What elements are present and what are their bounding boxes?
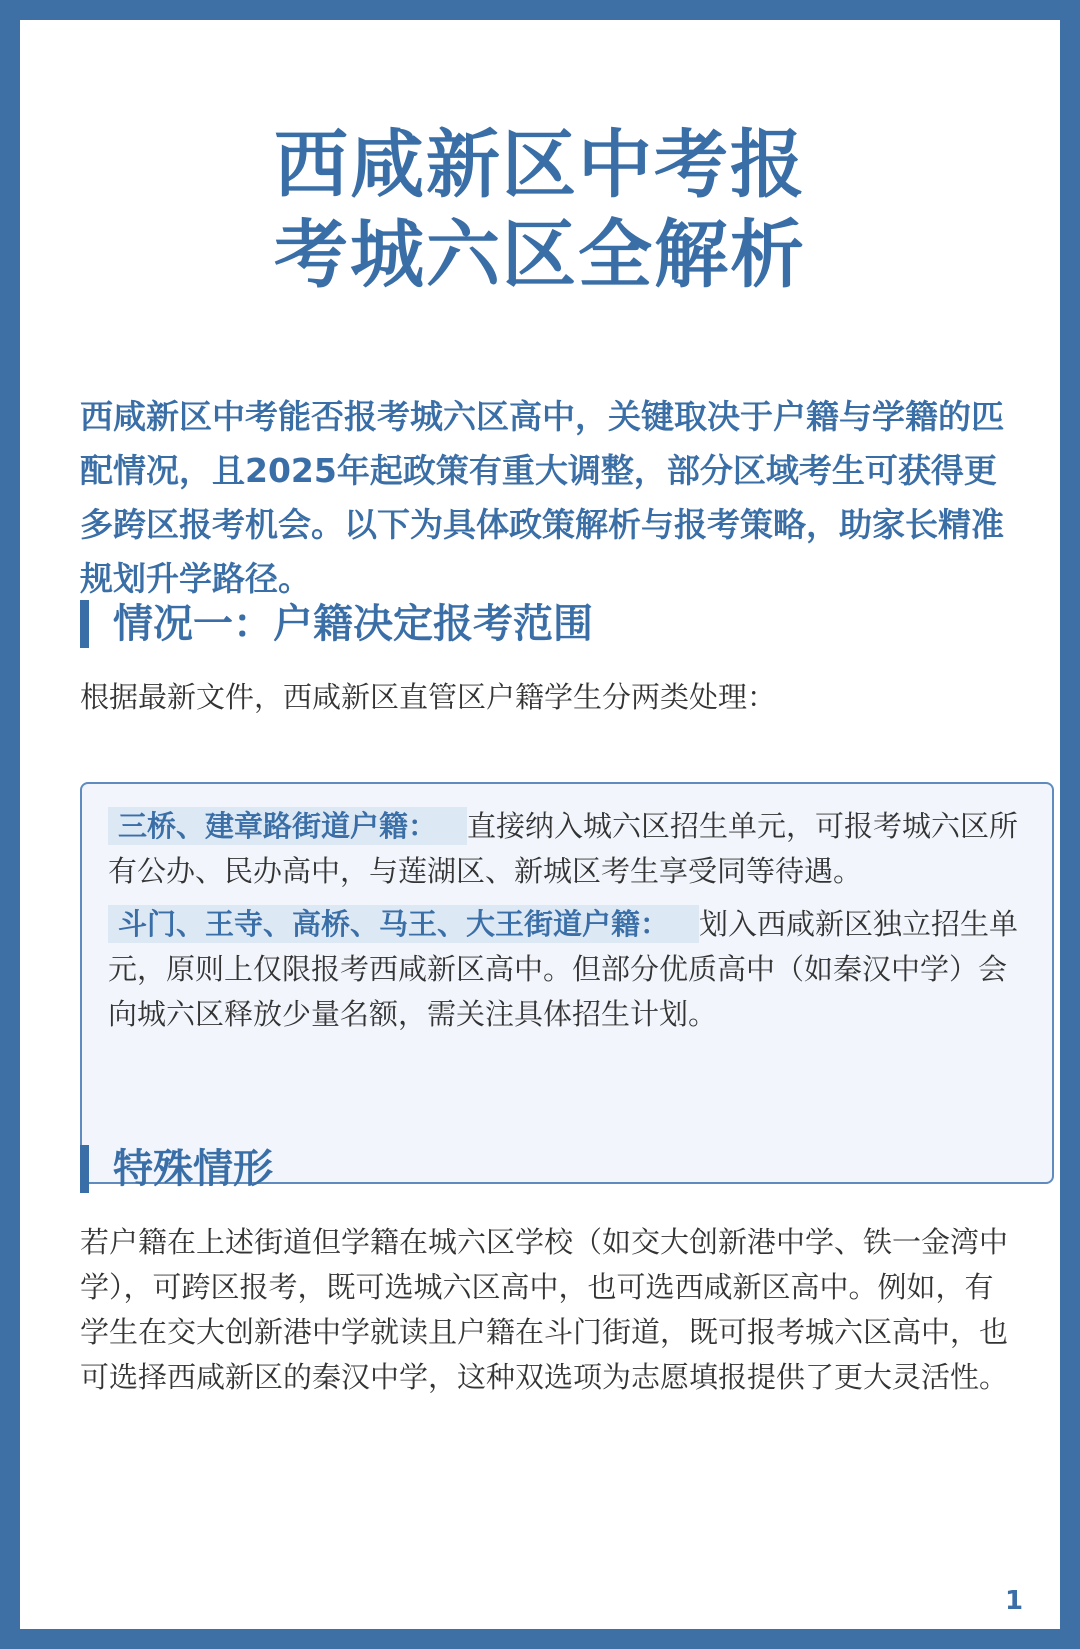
document-page	[20, 20, 1060, 1629]
special-case-paragraph: 若户籍在上述街道但学籍在城六区学校（如交大创新港中学、铁一金湾中学），可跨区报考，既可选城六区高中，也可选西咸新区高中。例如，有学生在交大创新港中学就读且户籍在斗门街道，既可报考城六区高中，也可选择西咸新区的秦汉中学，这种双选项为志愿填报提供了更大灵活性。	[80, 1225, 1009, 1394]
page-number: 1	[1005, 1586, 1024, 1616]
policy-item-text: 直接纳入城六区招生单元，可报考城六区所有公办、民办高中，与莲湖区、新城区考生享受同等待遇。	[108, 809, 1019, 888]
policy-item-label: 三桥、建章路街道户籍：	[108, 807, 467, 845]
policy-item	[108, 902, 1026, 1037]
title-line-2: 考城六区全解析	[274, 212, 806, 298]
policy-item-label: 斗门、王寺、高桥、马王、大王街道户籍：	[108, 905, 699, 943]
policy-callout-box	[80, 782, 1054, 1184]
title-line-1: 西咸新区中考报	[274, 122, 806, 208]
section-heading-household: 情况一：户籍决定报考范围	[80, 600, 593, 648]
page-title	[20, 120, 1060, 300]
intro-paragraph: 西咸新区中考能否报考城六区高中，关键取决于户籍与学籍的匹配情况，且2025年起政策有重大调整，部分区域考生可获得更多跨区报考机会。以下为具体政策解析与报考策略，助家长精准规划升学路径。	[80, 397, 1004, 598]
section-heading-special: 特殊情形	[80, 1145, 273, 1193]
policy-item	[108, 804, 1026, 894]
policy-item-text: 划入西咸新区独立招生单元，原则上仅限报考西咸新区高中。但部分优质高中（如秦汉中学）会向城六区释放少量名额，需关注具体招生计划。	[108, 907, 1019, 1031]
section-lead: 根据最新文件，西咸新区直管区户籍学生分两类处理：	[80, 680, 777, 714]
